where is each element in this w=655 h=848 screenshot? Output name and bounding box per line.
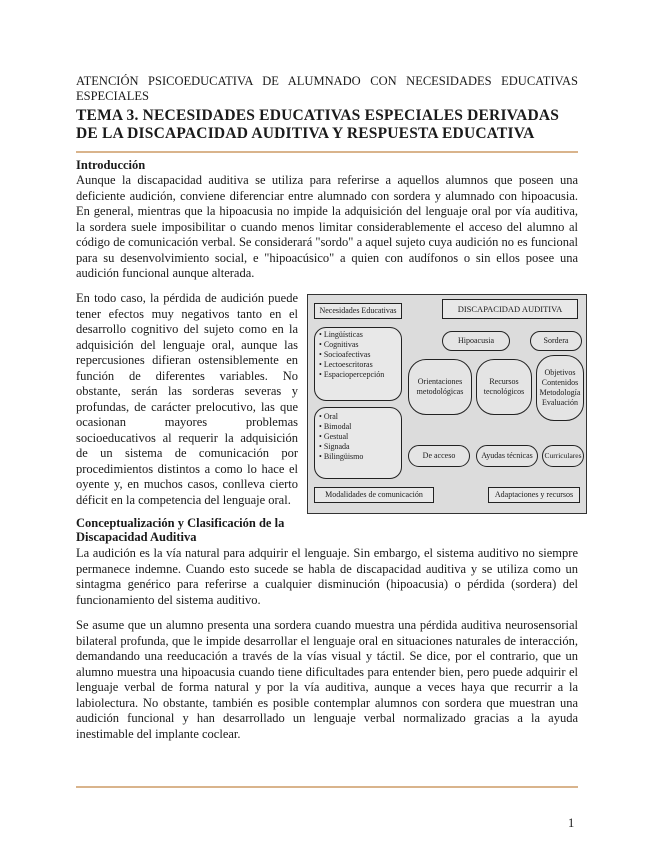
modalities-list-box xyxy=(314,407,402,479)
intro-paragraph-2: En todo caso, la pérdida de audición puede tener efectos muy negativos tanto en el desarrollo cognitivo del sujeto como en la adquisición del lenguaje oral, aunque las repercusiones difieran ostensiblemente en función de diferentes variables. No obstante, serán las sorderas severas y profundas, de carácter prelocutivo, las que ocasionan mayores problemas socioeducativos al requerir la adquisición de un sistema de comunicación por procedimientos distintos a como lo hace el oyente y, en muchos casos, conlleva cierto déficit en la competencia del lenguaje oral. xyxy=(76,291,298,507)
list-item: • Lingüísticas xyxy=(319,330,397,340)
list-item: • Gestual xyxy=(319,432,397,442)
modalities-title: Modalidades de comunicación xyxy=(314,487,434,503)
needs-list-box xyxy=(314,327,402,401)
recursos-node: Recursos tecnológicos xyxy=(476,359,532,415)
list-item: • Signada xyxy=(319,442,397,452)
concept-heading: Conceptualización y Clasificación de la Discapacidad Auditiva xyxy=(76,516,285,544)
hipoacusia-node: Hipoacusia xyxy=(442,331,510,351)
page-title: TEMA 3. NECESIDADES EDUCATIVAS ESPECIALES DERIVADAS DE LA DISCAPACIDAD AUDITIVA Y RESPUESTA EDUCATIVA xyxy=(76,107,560,142)
needs-title: Necesidades Educativas xyxy=(314,303,402,319)
hearing-disability-diagram xyxy=(307,294,587,514)
header-divider xyxy=(76,151,578,153)
orientaciones-node: Orientaciones metodológicas xyxy=(408,359,472,415)
curricular-item: Metodología xyxy=(539,388,581,397)
list-item: • Cognitivas xyxy=(319,340,397,350)
course-header: ATENCIÓN PSICOEDUCATIVA DE ALUMNADO CON NECESIDADES EDUCATIVAS ESPECIALES xyxy=(76,74,578,103)
list-item: • Espaciopercepción xyxy=(319,370,397,380)
modalities-list xyxy=(319,412,397,462)
list-item: • Bilingüismo xyxy=(319,452,397,462)
list-item: • Bimodal xyxy=(319,422,397,432)
curriculares-node: Curriculares xyxy=(542,445,584,467)
concept-paragraph-1: La audición es la vía natural para adquirir el lenguaje. Sin embargo, el sistema auditivo no siempre permanece indemne. Cuando esto sucede se habla de discapacidad auditiva y se utiliza como un sintagma genérico para referirse a cualquier disminución (hipoacusia) o pérdida (sordera) del funcionamiento del sistema auditivo. xyxy=(76,546,578,607)
intro-paragraph-1: Aunque la discapacidad auditiva se utiliza para referirse a aquellos alumnos que poseen una deficiente audición, conviene diferenciar entre alumnado con sordera y alumnado con hipoacusia. En general, mientras que la hipoacusia no impide la adquisición del lenguaje oral por vía auditiva, la sordera suele imposibilitar o cuando menos limitar considerablemente el acceso del alumno al código de comunicación verbal. Se considerará "sordo" a aquel sujeto cuya audición no es funcional para su desenvolvimiento social, e "hipoacúsico" a quien con audífonos o sin ellos posee una audición funcional aunque alterada. xyxy=(76,173,578,280)
adaptaciones-title: Adaptaciones y recursos xyxy=(488,487,580,503)
sordera-node: Sordera xyxy=(530,331,582,351)
footer-divider xyxy=(76,786,578,788)
concept-paragraph-2: Se asume que un alumno presenta una sordera cuando muestra una pérdida auditiva neurosensorial bilateral profunda, que le impide desarrollar el lenguaje oral en situaciones naturales de interacción, demandando una reeducación a través de la vías visual y táctil. Se dice, por el contrario, que un alumno muestra una hipoacusia cuando tiene dificultades para entender bien, pero puede adquirir el lenguaje verbal de forma natural y por la vía auditiva, aunque a veces haya que recurrir a la labiolectura. No obstante, también es posible contemplar alumnos con sordera que muestran una audición funcional y han desarrollado un lenguaje verbal normalizado gracias a la ayuda inestimable del implante coclear. xyxy=(76,618,578,741)
curricular-item: Evaluación xyxy=(542,398,578,407)
intro-heading: Introducción xyxy=(76,158,146,172)
list-item: • Lectoescritoras xyxy=(319,360,397,370)
list-item: • Oral xyxy=(319,412,397,422)
page-number: 1 xyxy=(568,816,575,830)
curricular-item: Objetivos xyxy=(544,368,576,377)
curricular-item: Contenidos xyxy=(541,378,579,387)
main-title: DISCAPACIDAD AUDITIVA xyxy=(442,299,578,319)
needs-list xyxy=(319,330,397,380)
ayudas-node: Ayudas técnicas xyxy=(476,445,538,467)
list-item: • Socioafectivas xyxy=(319,350,397,360)
curricular-items-node xyxy=(536,355,584,421)
acceso-node: De acceso xyxy=(408,445,470,467)
